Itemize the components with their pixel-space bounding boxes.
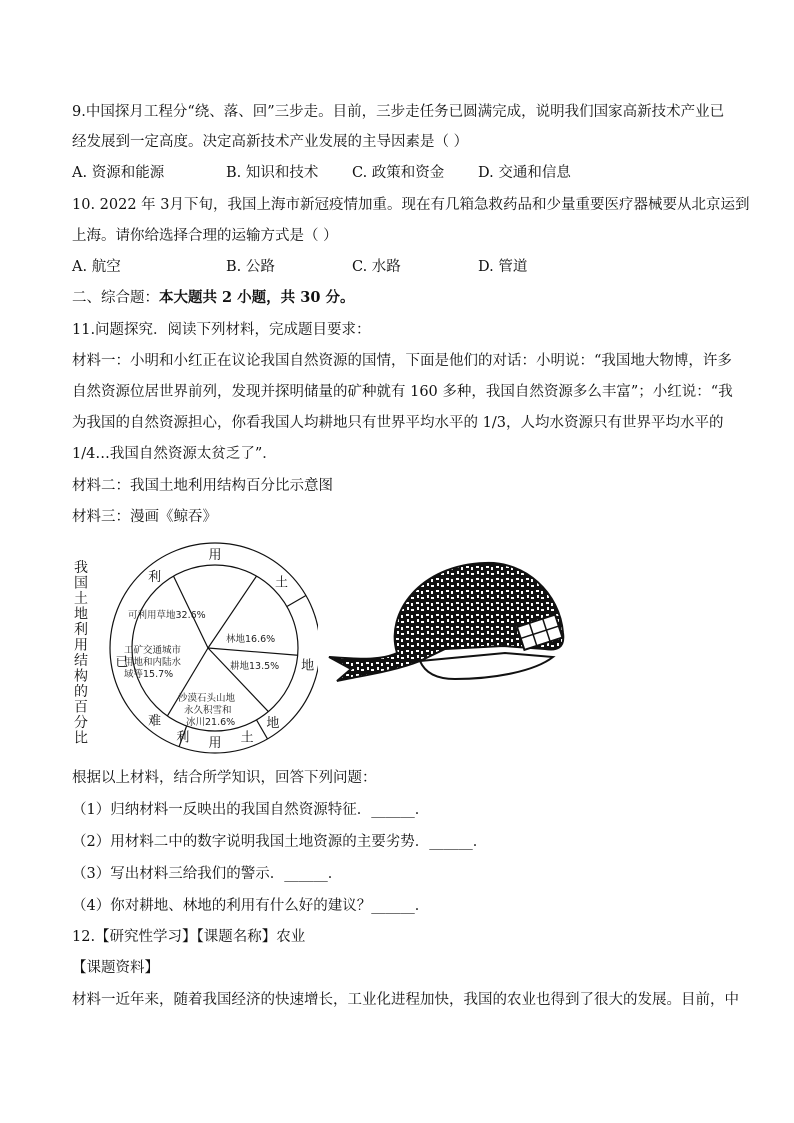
q11-m1-line2: 自然资源位居世界前列，发现并探明储量的矿种就有 160 多种，我国自然资源多么丰富”；小红说：“我 [72,384,733,400]
q10-option-a: A. 航空 [72,259,121,275]
vertical-title-char: 的 [74,684,88,700]
vertical-title-char: 地 [74,606,88,623]
vertical-title-char: 比 [74,730,88,747]
q11-sub2: （2）用材料二中的数字说明我国土地资源的主要劣势．______． [72,834,488,850]
vertical-title-char: 分 [74,715,88,731]
vertical-title-char: 我 [74,560,88,576]
q11-m1-line3: 为我国的自然资源担心，你看我国人均耕地只有世界平均水平的 1/3，人均水资源只有世界平均水平的 [72,415,724,431]
vertical-title-char: 结 [74,653,88,669]
q9-line1: 9.中国探月工程分“绕、落、回”三步走。目前，三步走任务已圆满完成，说明我们国家高新技术产业已 [72,104,725,120]
slice-label-industrial-2: 用地和内陆水 [124,657,182,668]
q11-m1-line4: 1/4…我国自然资源太贫乏了”． [72,446,277,462]
whale-jaw [420,653,553,679]
q10-line1: 10. 2022 年 3月下旬，我国上海市新冠疫情加重。现在有几箱急救药品和少量重要医疗器械要从北京运到 [72,197,750,213]
whale-cartoon-figure [325,553,585,698]
q12-title: 12.【研究性学习】【课题名称】农业 [72,929,306,945]
q11-material3: 材料三：漫画《鲸吞》 [72,509,217,525]
slice-label-forest: 林地16.6% [226,634,276,645]
q11-sub4: （4）你对耕地、林地的利用有什么好的建议？______． [72,898,430,914]
ring-label-unusable: 难 [148,714,162,730]
q11-intro: 11.问题探究．阅读下列材料，完成题目要求： [72,322,371,338]
slice-label-farmland: 耕地13.5% [230,661,280,672]
land-use-pie-figure [68,538,318,760]
vertical-title-char: 用 [74,637,88,654]
vertical-title-char: 百 [74,699,88,716]
slice-label-desert-2: 永久积雪和 [184,705,232,716]
q12-line1: 材料一近年来，随着我国经济的快速增长，工业化进程加快，我国的农业也得到了很大的发展。目前，中 [72,992,739,1008]
vertical-title [74,560,88,747]
section2-title-bold: 本大题共 2 小题，共 30 分。 [159,289,355,306]
ring-label-used: 已 [115,655,129,671]
q9-option-d: D. 交通和信息 [478,165,571,181]
q9-option-b: B. 知识和技术 [226,165,319,181]
slice-label-desert-1: 沙漠石头山地 [178,693,236,704]
ring-label-usable: 土 [274,575,288,591]
slice-label-industrial-1: 工矿交通城市 [124,645,182,656]
ring-label-unusable: 用 [208,736,222,751]
q9-option-a: A. 资源和能源 [72,165,165,181]
ring-label-unusable: 利 [176,730,190,746]
q10-option-d: D. 管道 [478,259,528,275]
q11-sub3: （3）写出材料三给我们的警示．______． [72,866,343,882]
slice-label-desert-3: 冰川21.6% [186,717,236,728]
vertical-title-char: 利 [74,622,88,638]
ring-label-unusable: 地 [266,716,280,732]
q11-material2: 材料二：我国土地利用结构百分比示意图 [72,478,333,494]
q10-line2: 上海。请你给选择合理的运输方式是（ ） [72,228,338,244]
q11-sub1: （1）归纳材料一反映出的我国自然资源特征．______． [72,802,430,818]
q10-option-b: B. 公路 [226,259,275,275]
q12-heading: 【课题资料】 [72,960,159,976]
slice-label-industrial-3: 域等15.7% [124,669,174,680]
ring-label-usable: 地 [301,658,315,674]
ring-label-usable: 用 [208,548,222,563]
vertical-title-char: 国 [74,575,88,592]
q9-line2: 经发展到一定高度。决定高新技术产业发展的主导因素是（ ） [72,134,469,150]
q9-option-c: C. 政策和资金 [352,165,445,181]
slice-boundary-line [208,648,298,655]
vertical-title-char: 构 [74,668,88,685]
q11-m1-line1: 材料一：小明和小红正在议论我国自然资源的国情，下面是他们的对话：小明说：“我国地大物博，许多 [72,353,732,369]
ring-label-usable: 利 [148,569,162,585]
section2-title [72,288,354,308]
slice-label-grassland: 可利用草地32.6% [128,610,206,621]
q11-prompt: 根据以上材料，结合所学知识，回答下列问题： [72,770,377,786]
q10-option-c: C. 水路 [352,259,401,275]
vertical-title-char: 土 [74,591,88,607]
section2-title-prefix: 二、综合题： [72,290,159,306]
ring-divider-line [287,596,306,607]
ring-label-unusable: 土 [240,730,254,746]
